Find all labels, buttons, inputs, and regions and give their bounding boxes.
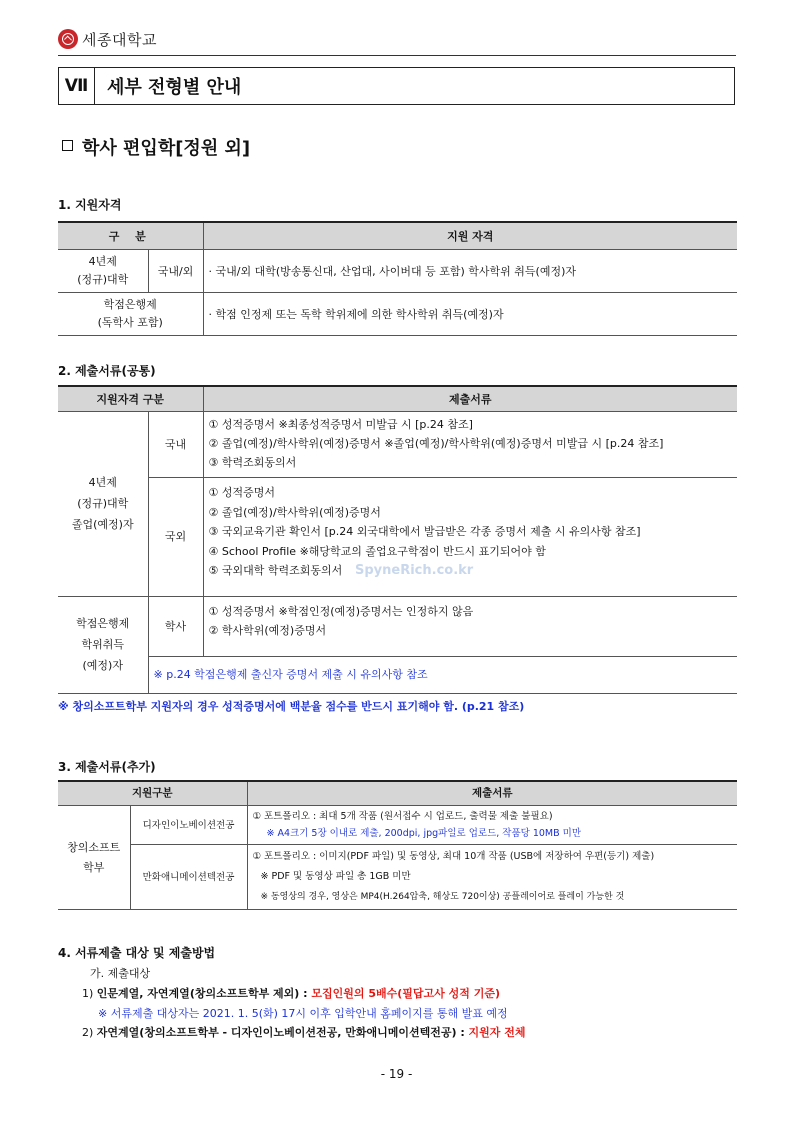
domestic-documents [203,412,737,478]
header-documents: 제출서류 [203,386,737,412]
university-name: 세종대학교 [82,31,157,49]
design-label: 디자인이노베이션전공 [130,806,247,845]
table-row [58,250,737,293]
item-number: 2) [82,1026,97,1039]
item-highlight: 지원자 전체 [468,1026,526,1039]
design-note: ※ A4크기 5장 이내로 제출, 200dpi, jpg파일로 업로드, 작품당 10MB 미만 [266,828,582,839]
animation-note: ※ PDF 및 동영상 파일 총 1GB 미만 [260,871,411,882]
header-eligibility: 지원 자격 [203,222,737,250]
item-number: 1) [82,987,97,1000]
list-item: ② 학사학위(예정)증명서 [208,623,327,637]
group-4year: 4년제 (정규)대학 졸업(예정)자 [58,412,148,597]
list-item: ③ 학력조회동의서 [208,456,297,469]
checkbox-square-icon [62,140,73,151]
common-documents-table [58,385,737,694]
list-item [82,985,500,1001]
group-software: 창의소프트 학부 [58,806,130,910]
section-title: 세부 전형별 안내 [107,77,242,98]
list-item: ① 성적증명서 ※학점인정(예정)증명서는 인정하지 않음 [208,604,474,618]
announcement-note: ※ 서류제출 대상자는 2021. 1. 5(화) 17시 이후 입학안내 홈페이지를 통해 발표 예정 [98,1007,508,1020]
item-label: 자연계열(창의소프트학부 - 디자인이노베이션전공, 만화애니메이션텍전공) : [96,1026,469,1039]
group-credit-bank: 학점은행제 학위취득 (예정)자 [58,596,148,693]
eligibility-table [58,221,737,336]
design-documents [247,806,737,845]
list-item [82,1024,526,1040]
list-item: ② 졸업(예정)/학사학위(예정)증명서 [208,505,381,519]
header-documents: 제출서류 [247,781,737,806]
additional-documents-table [58,780,737,910]
foreign-label: 국외 [148,478,203,597]
animation-documents [247,845,737,910]
header-category: 지원구분 [58,781,247,806]
table-row [58,412,737,478]
row-eligibility-text: · 학점 인정제 또는 독학 학위제에 의한 학사학위 취득(예정)자 [203,293,737,336]
table-header-row [58,386,737,412]
section-number: Ⅶ [59,68,95,104]
table-row [58,845,737,910]
section-2-heading: 2. 제출서류(공통) [58,364,156,378]
list-item: ④ School Profile ※해당학교의 졸업요구학점이 반드시 표기되어야 함 [208,544,546,558]
header-rule [58,55,736,56]
table-row [58,293,737,336]
table-row [58,478,737,597]
bank-documents [203,596,737,656]
item-label: 인문계열, 자연계열(창의소프트학부 제외) : [96,987,312,1000]
subheading: 가. 제출대상 [90,967,151,980]
list-item: ① 포트폴리오 : 이미지(PDF 파일) 및 동영상, 최대 10개 작품 (USB에 저장하여 우편(등기) 제출) [252,851,655,862]
row-category: 학점은행제 (독학사 포함) [58,293,203,336]
bank-note: ※ p.24 학점은행제 출신자 증명서 제출 시 유의사항 참조 [148,656,737,693]
section-3-heading: 3. 제출서류(추가) [58,760,156,774]
animation-note: ※ 동영상의 경우, 영상은 MP4(H.264압축, 해상도 720이상) 공플레이어로 플레이 가능한 것 [260,892,625,902]
list-item: ① 성적증명서 ※최종성적증명서 미발급 시 [p.24 참조] [208,418,473,431]
row-subcategory: 국내/외 [148,250,203,293]
table-row [58,806,737,845]
page-number: - 19 - [380,1067,413,1081]
section-4-heading: 4. 서류제출 대상 및 제출방법 [58,946,216,960]
table-header-row [58,222,737,250]
percentile-footnote: ※ 창의소프트학부 지원자의 경우 성적증명서에 백분율 점수를 반드시 표기해야 함. (p.21 참조) [58,700,525,713]
bank-label: 학사 [148,596,203,656]
table-row [58,596,737,656]
section-title-box [58,67,735,105]
list-item: ② 졸업(예정)/학사학위(예정)증명서 ※졸업(예정)/학사학위(예정)증명서 미발급 시 [p.24 참조] [208,437,664,450]
domestic-label: 국내 [148,412,203,478]
list-item: ① 성적증명서 [208,486,275,499]
row-eligibility-text: · 국내/외 대학(방송통신대, 산업대, 사이버대 등 포함) 학사학위 취득(예정)자 [203,250,737,293]
item-highlight: 모집인원의 5배수(필답고사 성적 기준) [311,987,500,1000]
list-item: ① 포트폴리오 : 최대 5개 작품 (원서접수 시 업로드, 출력물 제출 불필요) [252,811,553,822]
list-item: ③ 국외교육기관 확인서 [p.24 외국대학에서 발급받은 각종 증명서 제출 시 유의사항 참조] [208,525,641,538]
foreign-documents [203,478,737,597]
header-category: 구 분 [58,222,203,250]
list-item: ⑤ 국외대학 학력조회동의서 [208,564,343,577]
section-1-heading: 1. 지원자격 [58,198,122,212]
watermark: SpyneRich.co.kr [355,563,474,578]
table-header-row [58,781,737,806]
animation-label: 만화애니메이션텍전공 [130,845,247,910]
row-category: 4년제 (정규)대학 [58,250,148,293]
table-row [58,656,737,693]
header-category: 지원자격 구분 [58,386,203,412]
page-title: 학사 편입학[정원 외] [82,138,251,159]
sejong-university-emblem-icon [58,29,78,49]
